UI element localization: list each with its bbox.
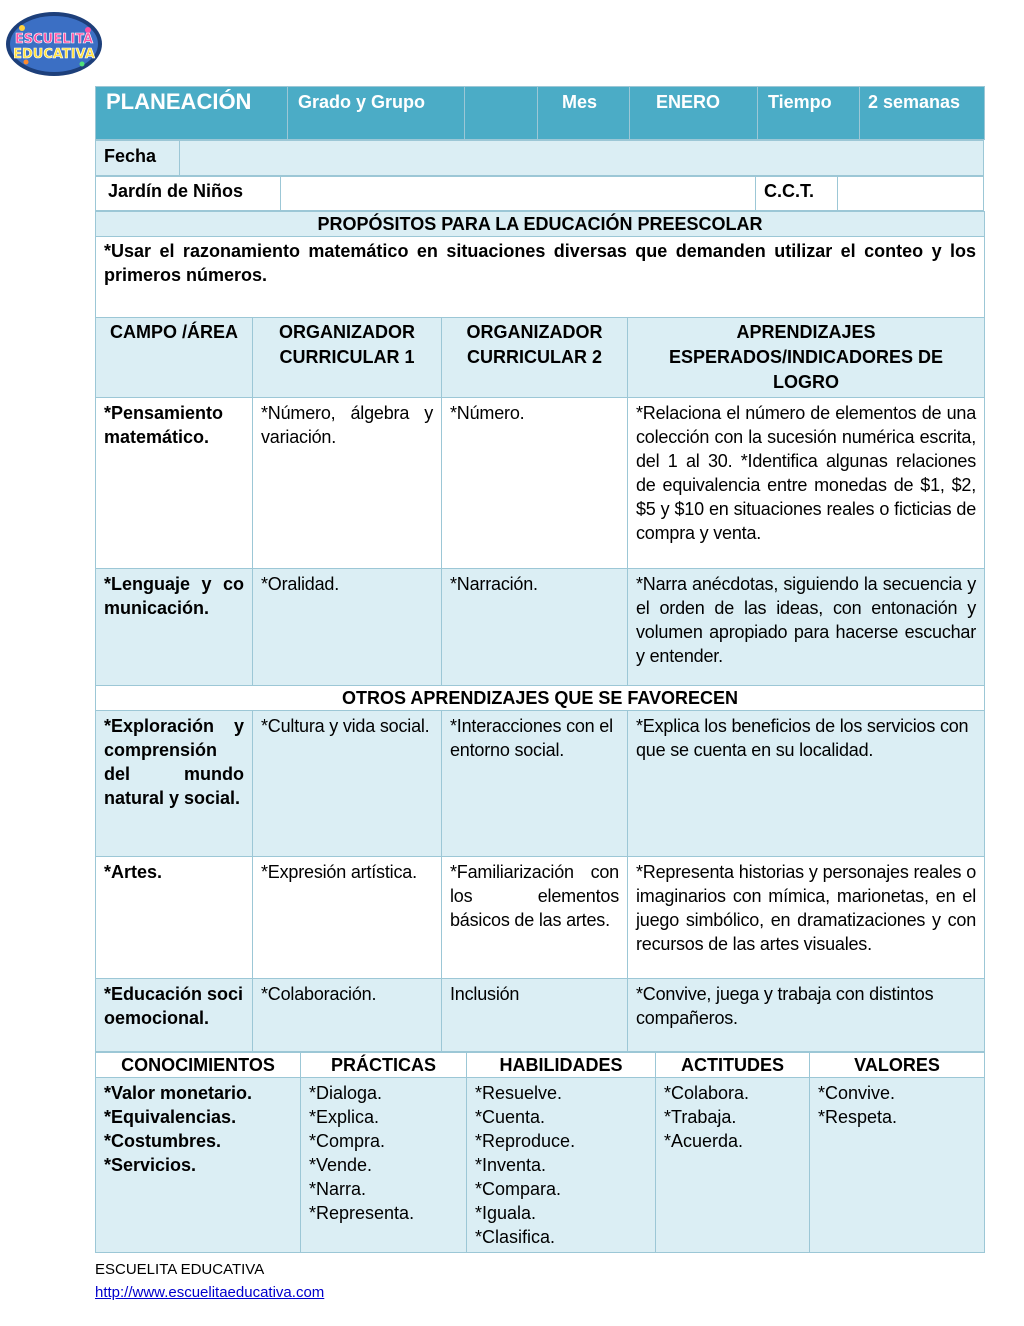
conocimientos-header: CONOCIMIENTOS (96, 1053, 301, 1078)
list-item: *Iguala. (475, 1203, 537, 1223)
footer-name: ESCUELITA EDUCATIVA (95, 1261, 265, 1278)
list-item: *Acuerda. (664, 1131, 744, 1151)
list-item: *Narra. (309, 1179, 367, 1199)
mes-value[interactable]: ENERO (630, 87, 758, 140)
jardin-table (95, 176, 984, 211)
fecha-label: Fecha (96, 141, 180, 176)
otros3-campo: *Educación socioemocional. (96, 979, 253, 1052)
list-item: *Explica. (309, 1107, 380, 1127)
row2-campo: *Lenguaje y comunicación. (96, 569, 253, 686)
list-item: *Trabaja. (664, 1107, 737, 1127)
otros1-campo: *Exploración y comprensión del mundo natural y social. (96, 711, 253, 857)
footer-link[interactable]: http://www.escuelitaeducativa.com (95, 1284, 325, 1301)
list-item: *Clasifica. (475, 1227, 556, 1247)
practicas-list (301, 1078, 467, 1253)
cct-label: C.C.T. (756, 177, 838, 211)
list-item: *Valor monetario. (104, 1083, 253, 1103)
list-item: *Representa. (309, 1203, 415, 1223)
header-table (95, 86, 985, 140)
table-row (96, 857, 985, 979)
otros3-aprendizaje: *Convive, juega y trabaja con distintos compañeros. (628, 979, 985, 1052)
table-row (96, 979, 985, 1052)
propositos-heading: PROPÓSITOS PARA LA EDUCACIÓN PREESCOLAR (96, 212, 985, 237)
valores-header: VALORES (810, 1053, 985, 1078)
conocimientos-list (96, 1078, 301, 1253)
valores-list (810, 1078, 985, 1253)
row2-org2: *Narración. (442, 569, 628, 686)
otros1-org2: *Interacciones con el entorno social. (442, 711, 628, 857)
row1-campo: *Pensamiento matemático. (96, 398, 253, 569)
actitudes-header: ACTITUDES (656, 1053, 810, 1078)
jardin-value[interactable] (281, 177, 756, 211)
practicas-header: PRÁCTICAS (301, 1053, 467, 1078)
tiempo-value[interactable]: 2 semanas (860, 87, 985, 140)
col-org2: ORGANIZADOR CURRICULAR 2 (442, 318, 628, 398)
cct-value[interactable] (838, 177, 984, 211)
otros3-org2: Inclusión (442, 979, 628, 1052)
row1-org1: *Número, álgebra y variación. (253, 398, 442, 569)
list-item: *Convive. (818, 1083, 896, 1103)
list-item: *Dialoga. (309, 1083, 383, 1103)
list-item: *Resuelve. (475, 1083, 563, 1103)
planeacion-title: PLANEACIÓN (96, 87, 288, 140)
list-item: *Servicios. (104, 1155, 197, 1175)
tiempo-label: Tiempo (758, 87, 860, 140)
logo-line2: EDUCATIVA (13, 47, 95, 62)
table-row (96, 569, 985, 686)
list-item: *Equivalencias. (104, 1107, 237, 1127)
otros2-org2: *Familiarización con los elementos básicos de las artes. (442, 857, 628, 979)
list-item: *Respeta. (818, 1107, 898, 1127)
row2-org1: *Oralidad. (253, 569, 442, 686)
list-item: *Vende. (309, 1155, 373, 1175)
otros2-aprendizaje: *Representa historias y personajes reales o imaginarios con mímica, marionetas, en el juego simbólico, en dramatizaciones y con recursos de las artes visuales. (628, 857, 985, 979)
list-item: *Compara. (475, 1179, 562, 1199)
otros-heading: OTROS APRENDIZAJES QUE SE FAVORECEN (96, 686, 985, 711)
habilidades-list (467, 1078, 656, 1253)
grado-value[interactable] (465, 87, 538, 140)
fecha-value[interactable] (180, 141, 984, 176)
escuelita-educativa-logo (4, 10, 104, 78)
list-item: *Compra. (309, 1131, 386, 1151)
otros2-org1: *Expresión artística. (253, 857, 442, 979)
row1-aprendizaje: *Relaciona el número de elementos de una colección con la sucesión numérica escrita, del 1 al 30. *Identifica algunas relaciones de equivalencia entre monedas de $1, $2, $5 y $10 en situaciones reales o ficticias de compra y venta. (628, 398, 985, 569)
grado-label: Grado y Grupo (288, 87, 465, 140)
habilidades-header: HABILIDADES (467, 1053, 656, 1078)
competencias-row (96, 1078, 985, 1253)
footer (95, 1258, 324, 1304)
table-row (96, 398, 985, 569)
row2-aprendizaje: *Narra anécdotas, siguiendo la secuencia y el orden de las ideas, con entonación y volumen apropiado para hacerse escuchar y entender. (628, 569, 985, 686)
logo-line1: ESCUELITA (14, 32, 94, 47)
otros3-org1: *Colaboración. (253, 979, 442, 1052)
list-item: *Colabora. (664, 1083, 750, 1103)
otros1-aprendizaje: *Explica los beneficios de los servicios con que se cuenta en su localidad. (628, 711, 985, 857)
col-aprendizajes: APRENDIZAJES ESPERADOS/INDICADORES DE LOGRO (628, 318, 985, 398)
planeacion-document (95, 86, 984, 1253)
table-row (96, 711, 985, 857)
fecha-table (95, 140, 984, 176)
list-item: *Cuenta. (475, 1107, 546, 1127)
list-item: *Inventa. (475, 1155, 547, 1175)
list-item: *Reproduce. (475, 1131, 576, 1151)
list-item: *Costumbres. (104, 1131, 222, 1151)
otros2-campo: *Artes. (96, 857, 253, 979)
col-org1: ORGANIZADOR CURRICULAR 1 (253, 318, 442, 398)
propositos-text: *Usar el razonamiento matemático en situaciones diversas que demanden utilizar el conteo y los primeros números. (96, 237, 985, 318)
competencias-table (95, 1052, 985, 1253)
otros1-org1: *Cultura y vida social. (253, 711, 442, 857)
actitudes-list (656, 1078, 810, 1253)
jardin-label: Jardín de Niños (96, 177, 281, 211)
main-table (95, 211, 985, 1052)
row1-org2: *Número. (442, 398, 628, 569)
mes-label: Mes (538, 87, 630, 140)
col-campo: CAMPO /ÁREA (96, 318, 253, 398)
